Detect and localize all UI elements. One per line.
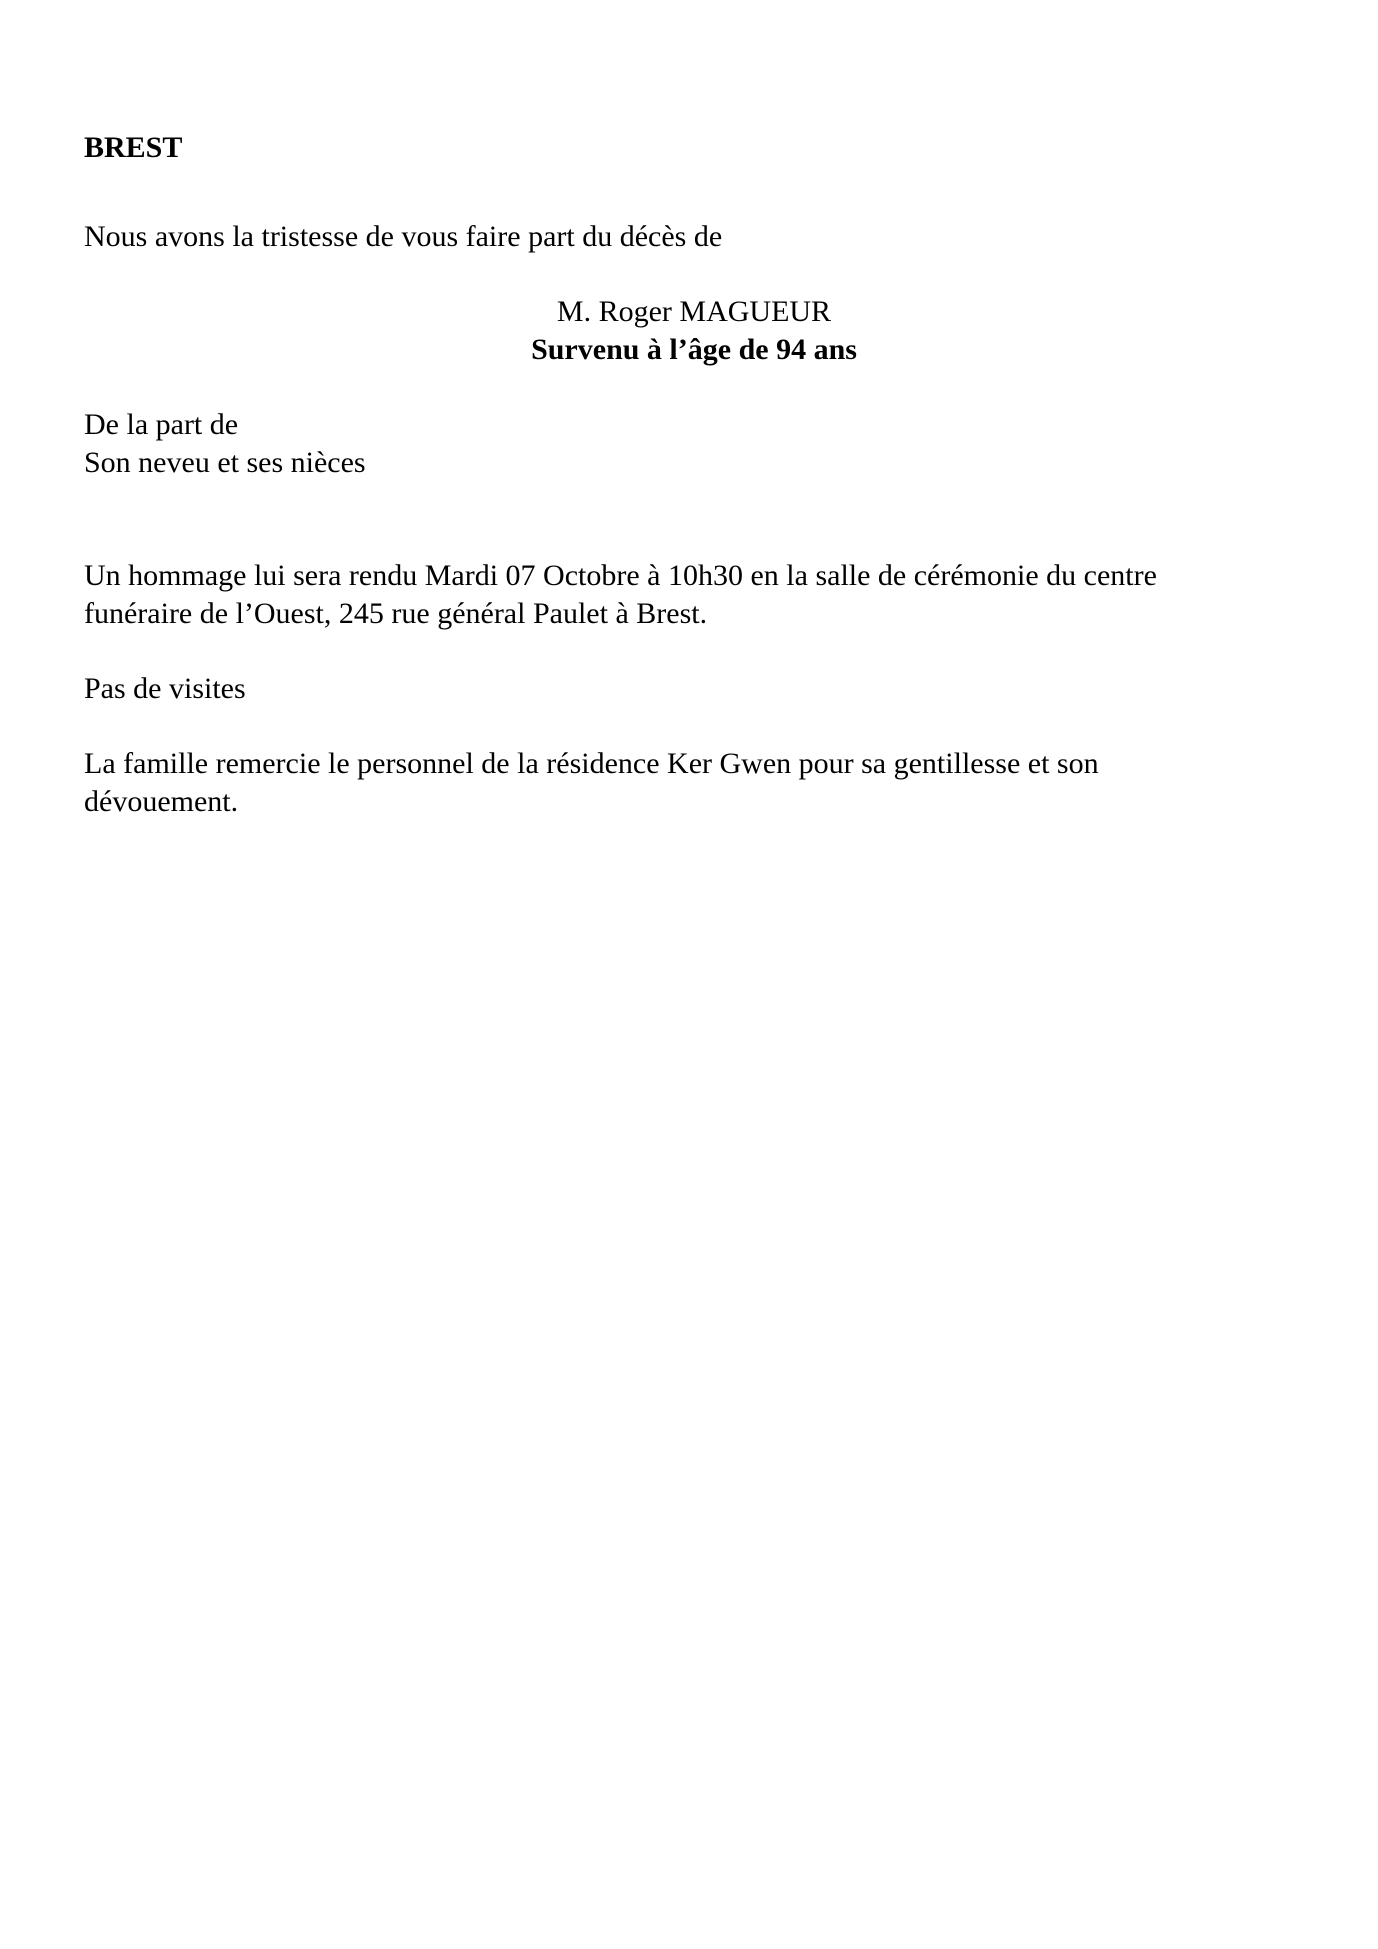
from-line-2: Son neveu et ses nièces [84, 446, 366, 479]
thanks-line-1: La famille remercie le personnel de la résidence Ker Gwen pour sa gentillesse et son [84, 747, 1099, 780]
tribute-line-1: Un hommage lui sera rendu Mardi 07 Octobre à 10h30 en la salle de cérémonie du centre [84, 559, 1157, 592]
from-line-1: De la part de [84, 408, 239, 441]
intro-text: Nous avons la tristesse de vous faire part du décès de [84, 220, 723, 253]
visits-note: Pas de visites [84, 672, 246, 705]
deceased-name: M. Roger MAGUEUR [556, 295, 832, 328]
tribute-line-2: funéraire de l’Ouest, 245 rue général Paulet à Brest. [84, 597, 708, 630]
age-line: Survenu à l’âge de 94 ans [531, 333, 857, 366]
thanks-line-2: dévouement. [84, 785, 239, 818]
city-heading: BREST [84, 131, 183, 164]
